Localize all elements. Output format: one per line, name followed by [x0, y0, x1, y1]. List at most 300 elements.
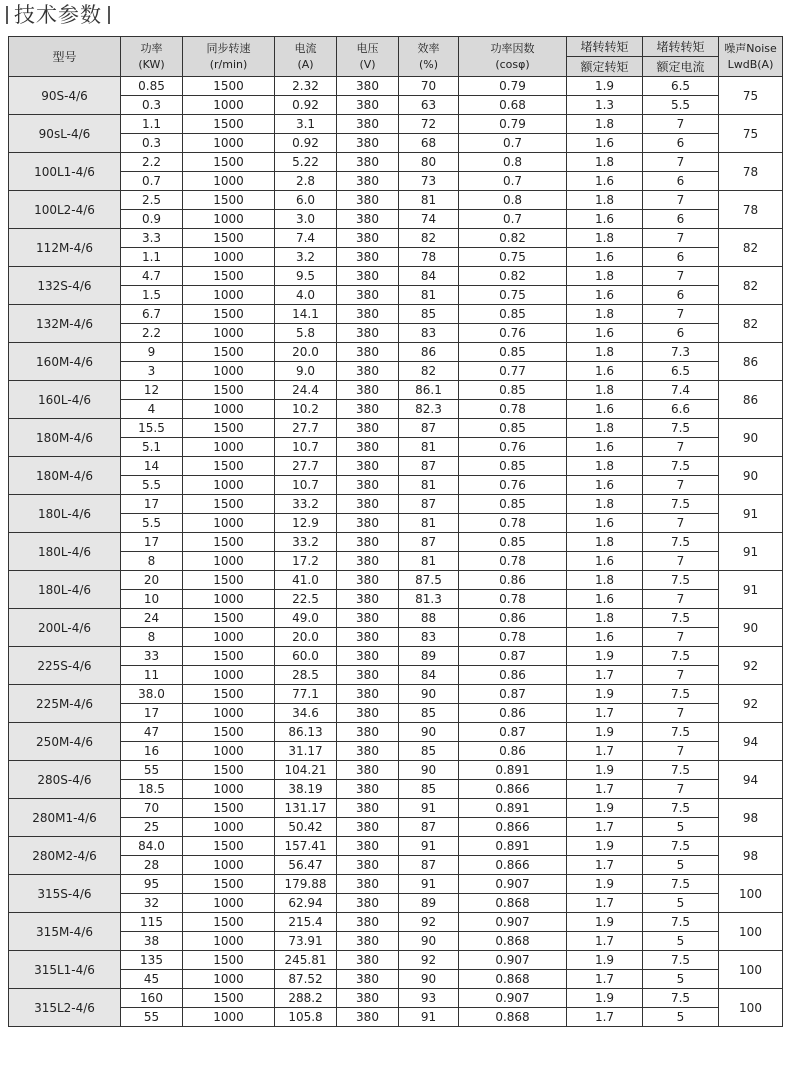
voltage-cell: 380	[337, 153, 399, 172]
speed-cell: 1000	[183, 742, 275, 761]
model-cell: 315S-4/6	[9, 875, 121, 913]
header-voltage-label: 电压	[356, 41, 379, 55]
current-ratio-cell: 7.5	[643, 609, 719, 628]
power-cell: 160	[121, 989, 183, 1008]
current-cell: 33.2	[275, 495, 337, 514]
table-row	[9, 305, 783, 324]
table-row	[9, 267, 783, 286]
table-row	[9, 1008, 783, 1027]
voltage-cell: 380	[337, 780, 399, 799]
page-title	[4, 0, 110, 30]
power-cell: 38.0	[121, 685, 183, 704]
table-row	[9, 742, 783, 761]
torque-ratio-cell: 1.8	[567, 343, 643, 362]
current-cell: 10.7	[275, 438, 337, 457]
power-factor-cell: 0.907	[459, 989, 567, 1008]
current-ratio-cell: 7.5	[643, 723, 719, 742]
torque-ratio-cell: 1.9	[567, 799, 643, 818]
model-cell: 112M-4/6	[9, 229, 121, 267]
power-cell: 25	[121, 818, 183, 837]
noise-cell: 75	[719, 115, 783, 153]
current-cell: 17.2	[275, 552, 337, 571]
table-row	[9, 457, 783, 476]
current-ratio-cell: 7.5	[643, 685, 719, 704]
model-cell: 90sL-4/6	[9, 115, 121, 153]
power-factor-cell: 0.7	[459, 134, 567, 153]
power-factor-cell: 0.868	[459, 970, 567, 989]
power-cell: 0.7	[121, 172, 183, 191]
table-row	[9, 913, 783, 932]
table-row	[9, 229, 783, 248]
current-ratio-cell: 6	[643, 248, 719, 267]
current-cell: 73.91	[275, 932, 337, 951]
speed-cell: 1000	[183, 96, 275, 115]
power-cell: 8	[121, 552, 183, 571]
power-factor-cell: 0.75	[459, 248, 567, 267]
power-factor-cell: 0.907	[459, 875, 567, 894]
header-noise-label: 噪声Noise	[724, 41, 777, 55]
torque-ratio-cell: 1.9	[567, 685, 643, 704]
current-cell: 14.1	[275, 305, 337, 324]
power-cell: 2.2	[121, 324, 183, 343]
torque-ratio-cell: 1.8	[567, 115, 643, 134]
power-cell: 28	[121, 856, 183, 875]
current-cell: 5.22	[275, 153, 337, 172]
header-stall-current: 堵转转矩	[643, 37, 719, 57]
header-noise	[719, 37, 783, 77]
power-cell: 3	[121, 362, 183, 381]
power-factor-cell: 0.891	[459, 837, 567, 856]
voltage-cell: 380	[337, 761, 399, 780]
current-ratio-cell: 5	[643, 932, 719, 951]
header-voltage	[337, 37, 399, 77]
power-factor-cell: 0.868	[459, 894, 567, 913]
speed-cell: 1000	[183, 970, 275, 989]
speed-cell: 1500	[183, 989, 275, 1008]
current-ratio-cell: 7	[643, 153, 719, 172]
current-cell: 31.17	[275, 742, 337, 761]
torque-ratio-cell: 1.6	[567, 514, 643, 533]
current-ratio-cell: 5	[643, 1008, 719, 1027]
model-cell: 200L-4/6	[9, 609, 121, 647]
power-factor-cell: 0.75	[459, 286, 567, 305]
power-factor-cell: 0.87	[459, 685, 567, 704]
model-cell: 315L1-4/6	[9, 951, 121, 989]
efficiency-cell: 81	[399, 438, 459, 457]
power-factor-cell: 0.891	[459, 799, 567, 818]
current-ratio-cell: 7.5	[643, 761, 719, 780]
table-row	[9, 837, 783, 856]
power-factor-cell: 0.8	[459, 191, 567, 210]
power-cell: 1.1	[121, 115, 183, 134]
speed-cell: 1500	[183, 913, 275, 932]
power-factor-cell: 0.68	[459, 96, 567, 115]
efficiency-cell: 90	[399, 685, 459, 704]
voltage-cell: 380	[337, 1008, 399, 1027]
current-cell: 4.0	[275, 286, 337, 305]
table-row	[9, 951, 783, 970]
efficiency-cell: 92	[399, 951, 459, 970]
current-cell: 179.88	[275, 875, 337, 894]
current-cell: 104.21	[275, 761, 337, 780]
torque-ratio-cell: 1.7	[567, 1008, 643, 1027]
voltage-cell: 380	[337, 267, 399, 286]
voltage-cell: 380	[337, 913, 399, 932]
efficiency-cell: 81	[399, 476, 459, 495]
current-ratio-cell: 6.6	[643, 400, 719, 419]
model-cell: 180M-4/6	[9, 419, 121, 457]
current-cell: 12.9	[275, 514, 337, 533]
power-cell: 0.3	[121, 134, 183, 153]
power-cell: 5.5	[121, 476, 183, 495]
speed-cell: 1500	[183, 495, 275, 514]
torque-ratio-cell: 1.8	[567, 609, 643, 628]
current-ratio-cell: 5.5	[643, 96, 719, 115]
title-bar-right	[108, 6, 110, 24]
current-ratio-cell: 6.5	[643, 362, 719, 381]
torque-ratio-cell: 1.7	[567, 742, 643, 761]
torque-ratio-cell: 1.9	[567, 875, 643, 894]
title-bar-left	[6, 6, 8, 24]
current-ratio-cell: 7.5	[643, 647, 719, 666]
table-row	[9, 590, 783, 609]
model-cell: 250M-4/6	[9, 723, 121, 761]
power-factor-cell: 0.7	[459, 210, 567, 229]
torque-ratio-cell: 1.8	[567, 381, 643, 400]
model-cell: 315L2-4/6	[9, 989, 121, 1027]
voltage-cell: 380	[337, 381, 399, 400]
current-ratio-cell: 5	[643, 818, 719, 837]
current-cell: 62.94	[275, 894, 337, 913]
speed-cell: 1000	[183, 514, 275, 533]
torque-ratio-cell: 1.9	[567, 647, 643, 666]
power-factor-cell: 0.79	[459, 115, 567, 134]
current-cell: 2.32	[275, 77, 337, 96]
torque-ratio-cell: 1.8	[567, 533, 643, 552]
efficiency-cell: 89	[399, 647, 459, 666]
current-cell: 3.2	[275, 248, 337, 267]
table-row	[9, 381, 783, 400]
efficiency-cell: 81	[399, 191, 459, 210]
voltage-cell: 380	[337, 628, 399, 647]
current-ratio-cell: 7.5	[643, 457, 719, 476]
power-factor-cell: 0.78	[459, 628, 567, 647]
header-efficiency-label: 效率	[417, 41, 440, 55]
noise-cell: 82	[719, 267, 783, 305]
table-row	[9, 96, 783, 115]
voltage-cell: 380	[337, 970, 399, 989]
efficiency-cell: 85	[399, 704, 459, 723]
current-ratio-cell: 5	[643, 894, 719, 913]
table-row	[9, 115, 783, 134]
current-cell: 288.2	[275, 989, 337, 1008]
power-factor-cell: 0.78	[459, 400, 567, 419]
voltage-cell: 380	[337, 704, 399, 723]
power-factor-cell: 0.76	[459, 438, 567, 457]
table-row	[9, 210, 783, 229]
voltage-cell: 380	[337, 115, 399, 134]
efficiency-cell: 90	[399, 970, 459, 989]
efficiency-cell: 90	[399, 723, 459, 742]
noise-cell: 91	[719, 571, 783, 609]
speed-cell: 1500	[183, 153, 275, 172]
header-efficiency-unit: (%)	[418, 57, 439, 71]
current-ratio-cell: 7	[643, 438, 719, 457]
efficiency-cell: 85	[399, 305, 459, 324]
table-row	[9, 476, 783, 495]
voltage-cell: 380	[337, 438, 399, 457]
current-ratio-cell: 7	[643, 780, 719, 799]
table-row	[9, 780, 783, 799]
speed-cell: 1000	[183, 818, 275, 837]
efficiency-cell: 86	[399, 343, 459, 362]
table-row	[9, 153, 783, 172]
power-cell: 0.85	[121, 77, 183, 96]
efficiency-cell: 87	[399, 818, 459, 837]
noise-cell: 94	[719, 723, 783, 761]
voltage-cell: 380	[337, 419, 399, 438]
current-ratio-cell: 6	[643, 324, 719, 343]
current-cell: 131.17	[275, 799, 337, 818]
speed-cell: 1000	[183, 172, 275, 191]
table-row	[9, 723, 783, 742]
power-factor-cell: 0.82	[459, 267, 567, 286]
power-factor-cell: 0.76	[459, 476, 567, 495]
model-cell: 180L-4/6	[9, 533, 121, 571]
table-row	[9, 324, 783, 343]
speed-cell: 1000	[183, 400, 275, 419]
speed-cell: 1500	[183, 381, 275, 400]
header-current	[275, 37, 337, 77]
noise-cell: 98	[719, 799, 783, 837]
current-ratio-cell: 6	[643, 172, 719, 191]
current-cell: 56.47	[275, 856, 337, 875]
voltage-cell: 380	[337, 647, 399, 666]
power-factor-cell: 0.866	[459, 780, 567, 799]
header-efficiency	[399, 37, 459, 77]
voltage-cell: 380	[337, 457, 399, 476]
power-factor-cell: 0.87	[459, 647, 567, 666]
current-ratio-cell: 6	[643, 210, 719, 229]
torque-ratio-cell: 1.8	[567, 153, 643, 172]
power-factor-cell: 0.78	[459, 552, 567, 571]
efficiency-cell: 87.5	[399, 571, 459, 590]
speed-cell: 1500	[183, 267, 275, 286]
torque-ratio-cell: 1.9	[567, 913, 643, 932]
header-current-unit: (A)	[297, 57, 314, 71]
table-row	[9, 989, 783, 1008]
speed-cell: 1500	[183, 229, 275, 248]
torque-ratio-cell: 1.6	[567, 476, 643, 495]
noise-cell: 78	[719, 191, 783, 229]
power-factor-cell: 0.86	[459, 609, 567, 628]
header-speed-unit: (r/min)	[209, 57, 248, 71]
torque-ratio-cell: 1.6	[567, 210, 643, 229]
noise-cell: 92	[719, 647, 783, 685]
power-cell: 10	[121, 590, 183, 609]
power-cell: 4	[121, 400, 183, 419]
model-cell: 160M-4/6	[9, 343, 121, 381]
power-cell: 135	[121, 951, 183, 970]
speed-cell: 1500	[183, 837, 275, 856]
power-factor-cell: 0.85	[459, 533, 567, 552]
voltage-cell: 380	[337, 96, 399, 115]
torque-ratio-cell: 1.7	[567, 780, 643, 799]
table-row	[9, 533, 783, 552]
noise-cell: 86	[719, 381, 783, 419]
torque-ratio-cell: 1.7	[567, 970, 643, 989]
power-factor-cell: 0.7	[459, 172, 567, 191]
speed-cell: 1000	[183, 552, 275, 571]
current-cell: 60.0	[275, 647, 337, 666]
power-factor-cell: 0.82	[459, 229, 567, 248]
voltage-cell: 380	[337, 495, 399, 514]
speed-cell: 1500	[183, 419, 275, 438]
speed-cell: 1500	[183, 305, 275, 324]
current-ratio-cell: 7	[643, 666, 719, 685]
efficiency-cell: 72	[399, 115, 459, 134]
efficiency-cell: 87	[399, 856, 459, 875]
voltage-cell: 380	[337, 818, 399, 837]
header-power	[121, 37, 183, 77]
power-cell: 70	[121, 799, 183, 818]
speed-cell: 1500	[183, 761, 275, 780]
voltage-cell: 380	[337, 609, 399, 628]
current-ratio-cell: 7.5	[643, 495, 719, 514]
table-row	[9, 894, 783, 913]
noise-cell: 92	[719, 685, 783, 723]
current-cell: 34.6	[275, 704, 337, 723]
power-cell: 20	[121, 571, 183, 590]
table-row	[9, 704, 783, 723]
efficiency-cell: 82	[399, 229, 459, 248]
table-row	[9, 362, 783, 381]
power-cell: 5.1	[121, 438, 183, 457]
power-factor-cell: 0.866	[459, 856, 567, 875]
noise-cell: 94	[719, 761, 783, 799]
speed-cell: 1000	[183, 210, 275, 229]
power-cell: 2.5	[121, 191, 183, 210]
power-cell: 14	[121, 457, 183, 476]
current-cell: 33.2	[275, 533, 337, 552]
voltage-cell: 380	[337, 932, 399, 951]
power-cell: 5.5	[121, 514, 183, 533]
noise-cell: 100	[719, 875, 783, 913]
power-cell: 115	[121, 913, 183, 932]
torque-ratio-cell: 1.6	[567, 286, 643, 305]
power-factor-cell: 0.85	[459, 343, 567, 362]
voltage-cell: 380	[337, 248, 399, 267]
voltage-cell: 380	[337, 685, 399, 704]
noise-cell: 90	[719, 419, 783, 457]
speed-cell: 1000	[183, 666, 275, 685]
current-cell: 20.0	[275, 628, 337, 647]
current-cell: 245.81	[275, 951, 337, 970]
power-cell: 17	[121, 495, 183, 514]
power-cell: 9	[121, 343, 183, 362]
torque-ratio-cell: 1.7	[567, 932, 643, 951]
power-cell: 15.5	[121, 419, 183, 438]
model-cell: 280S-4/6	[9, 761, 121, 799]
power-cell: 6.7	[121, 305, 183, 324]
table-row	[9, 685, 783, 704]
torque-ratio-cell: 1.6	[567, 134, 643, 153]
power-factor-cell: 0.76	[459, 324, 567, 343]
efficiency-cell: 90	[399, 761, 459, 780]
efficiency-cell: 68	[399, 134, 459, 153]
torque-ratio-cell: 1.6	[567, 248, 643, 267]
torque-ratio-cell: 1.6	[567, 552, 643, 571]
current-ratio-cell: 7	[643, 229, 719, 248]
voltage-cell: 380	[337, 951, 399, 970]
voltage-cell: 380	[337, 514, 399, 533]
voltage-cell: 380	[337, 305, 399, 324]
table-row	[9, 761, 783, 780]
current-cell: 27.7	[275, 457, 337, 476]
voltage-cell: 380	[337, 191, 399, 210]
current-ratio-cell: 7	[643, 267, 719, 286]
model-cell: 180L-4/6	[9, 571, 121, 609]
table-row	[9, 400, 783, 419]
torque-ratio-cell: 1.6	[567, 362, 643, 381]
speed-cell: 1000	[183, 438, 275, 457]
torque-ratio-cell: 1.9	[567, 77, 643, 96]
current-cell: 87.52	[275, 970, 337, 989]
efficiency-cell: 93	[399, 989, 459, 1008]
model-cell: 160L-4/6	[9, 381, 121, 419]
current-cell: 157.41	[275, 837, 337, 856]
efficiency-cell: 92	[399, 913, 459, 932]
noise-cell: 100	[719, 913, 783, 951]
efficiency-cell: 87	[399, 533, 459, 552]
torque-ratio-cell: 1.9	[567, 989, 643, 1008]
current-ratio-cell: 7	[643, 552, 719, 571]
efficiency-cell: 84	[399, 267, 459, 286]
current-cell: 77.1	[275, 685, 337, 704]
voltage-cell: 380	[337, 533, 399, 552]
efficiency-cell: 78	[399, 248, 459, 267]
power-cell: 17	[121, 704, 183, 723]
voltage-cell: 380	[337, 590, 399, 609]
efficiency-cell: 90	[399, 932, 459, 951]
current-cell: 3.0	[275, 210, 337, 229]
voltage-cell: 380	[337, 894, 399, 913]
efficiency-cell: 89	[399, 894, 459, 913]
table-row	[9, 970, 783, 989]
current-cell: 6.0	[275, 191, 337, 210]
header-current-label: 电流	[294, 41, 317, 55]
noise-cell: 91	[719, 533, 783, 571]
efficiency-cell: 87	[399, 457, 459, 476]
current-cell: 105.8	[275, 1008, 337, 1027]
power-factor-cell: 0.86	[459, 742, 567, 761]
efficiency-cell: 91	[399, 875, 459, 894]
power-cell: 95	[121, 875, 183, 894]
voltage-cell: 380	[337, 343, 399, 362]
model-cell: 280M1-4/6	[9, 799, 121, 837]
power-factor-cell: 0.77	[459, 362, 567, 381]
table-row	[9, 571, 783, 590]
voltage-cell: 380	[337, 571, 399, 590]
torque-ratio-cell: 1.6	[567, 172, 643, 191]
header-power-unit: (KW)	[138, 57, 165, 71]
efficiency-cell: 85	[399, 742, 459, 761]
power-factor-cell: 0.866	[459, 818, 567, 837]
current-cell: 9.5	[275, 267, 337, 286]
voltage-cell: 380	[337, 837, 399, 856]
header-rated-torque: 额定转矩	[567, 57, 643, 77]
torque-ratio-cell: 1.9	[567, 837, 643, 856]
